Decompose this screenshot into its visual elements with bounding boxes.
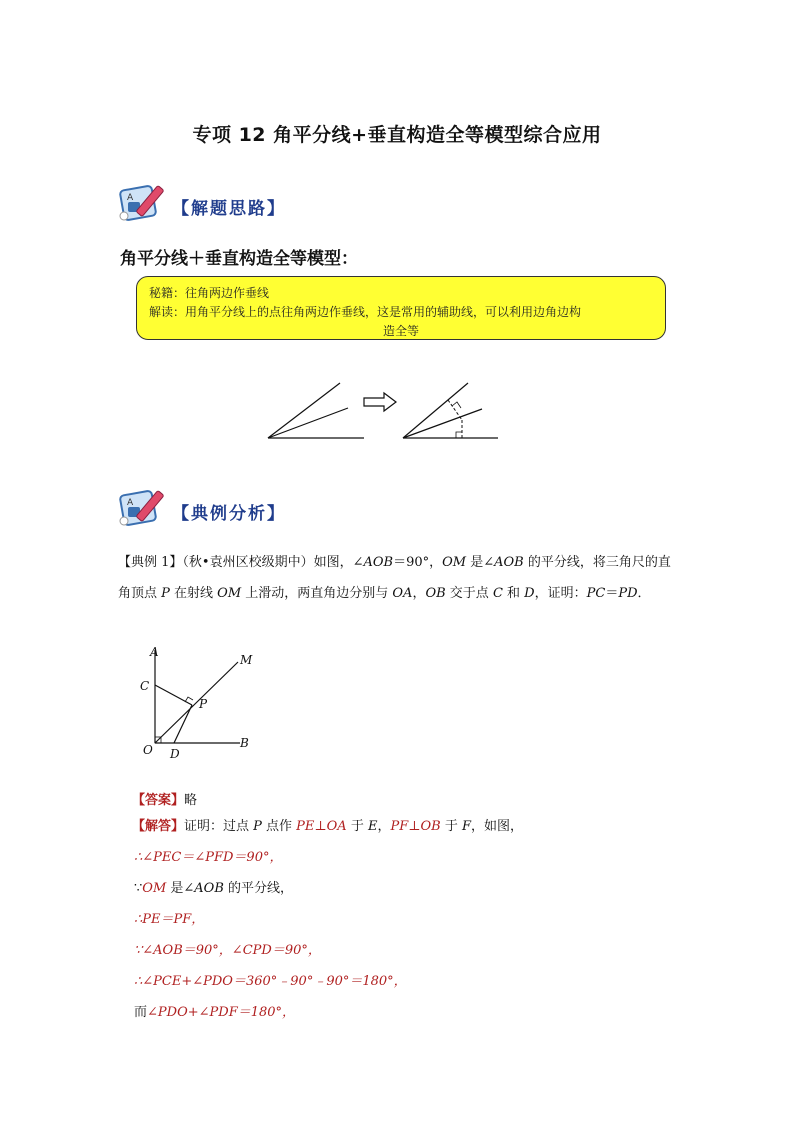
tip-box xyxy=(136,276,666,340)
section-label: 【典例分析】 xyxy=(172,504,286,524)
solution-line-5: ∵∠AOB＝90°，∠CPD＝90°， xyxy=(134,943,321,958)
section-label: 【解题思路】 xyxy=(172,199,286,219)
label-a: A xyxy=(150,645,159,659)
pencil-note-icon xyxy=(118,485,174,537)
geometry-figure xyxy=(130,642,270,764)
tip-line-3: 造全等 xyxy=(382,324,419,338)
solution-line-4: ∴PE＝PF， xyxy=(134,912,205,927)
solution-line-1: 【解答】证明：过点 P 点作 PE⊥OA 于 E，PF⊥OB 于 F，如图， xyxy=(132,819,523,834)
solution-line-7: 而∠PDO+∠PDF＝180°， xyxy=(134,1005,296,1020)
tip-line-1: 秘籍：往角两边作垂线 xyxy=(149,286,270,300)
section-header-example-analysis xyxy=(118,485,338,537)
tip-line-2: 解读：用角平分线上的点往角两边作垂线，这是常用的辅助线，可以利用边角边构 xyxy=(149,305,582,319)
example-1-text: 【典例 1】（秋•袁州区校级期中）如图，∠AOB＝90°，OM 是∠AOB 的平分线，将三角尺的直角顶点 P 在射线 OM 上滑动，两直角边分别与 OA，OB 交于点 C 和 D，证明：PC＝PD． xyxy=(118,555,671,601)
label-d: D xyxy=(170,747,180,761)
label-m: M xyxy=(240,653,253,667)
solution-line-3: ∵OM 是∠AOB 的平分线， xyxy=(134,881,294,896)
label-p: P xyxy=(199,697,208,711)
solution-line-6: ∴∠PCE+∠PDO＝360°﹣90°﹣90°＝180°， xyxy=(134,974,407,989)
solution-line-2: ∴∠PEC＝∠PFD＝90°， xyxy=(134,850,283,865)
angle-figure-right xyxy=(403,383,498,438)
segment-pc xyxy=(155,685,192,705)
angle-figure-left xyxy=(268,383,364,438)
angle-bisector-diagram xyxy=(260,375,510,445)
svg-text:A: A xyxy=(127,193,134,203)
pencil-note-icon xyxy=(118,180,174,232)
arrow-icon xyxy=(364,393,396,411)
section-header-solving-approach xyxy=(118,180,338,232)
label-c: C xyxy=(140,679,150,693)
label-o: O xyxy=(143,743,153,757)
answer-line: 【答案】略 xyxy=(132,793,198,808)
ray-om xyxy=(155,662,238,743)
page-title: 专项 12 角平分线+垂直构造全等模型综合应用 xyxy=(192,124,602,146)
svg-text:A: A xyxy=(127,498,134,508)
segment-pd xyxy=(174,705,192,743)
model-subheading: 角平分线＋垂直构造全等模型： xyxy=(120,249,358,269)
label-b: B xyxy=(240,736,249,750)
